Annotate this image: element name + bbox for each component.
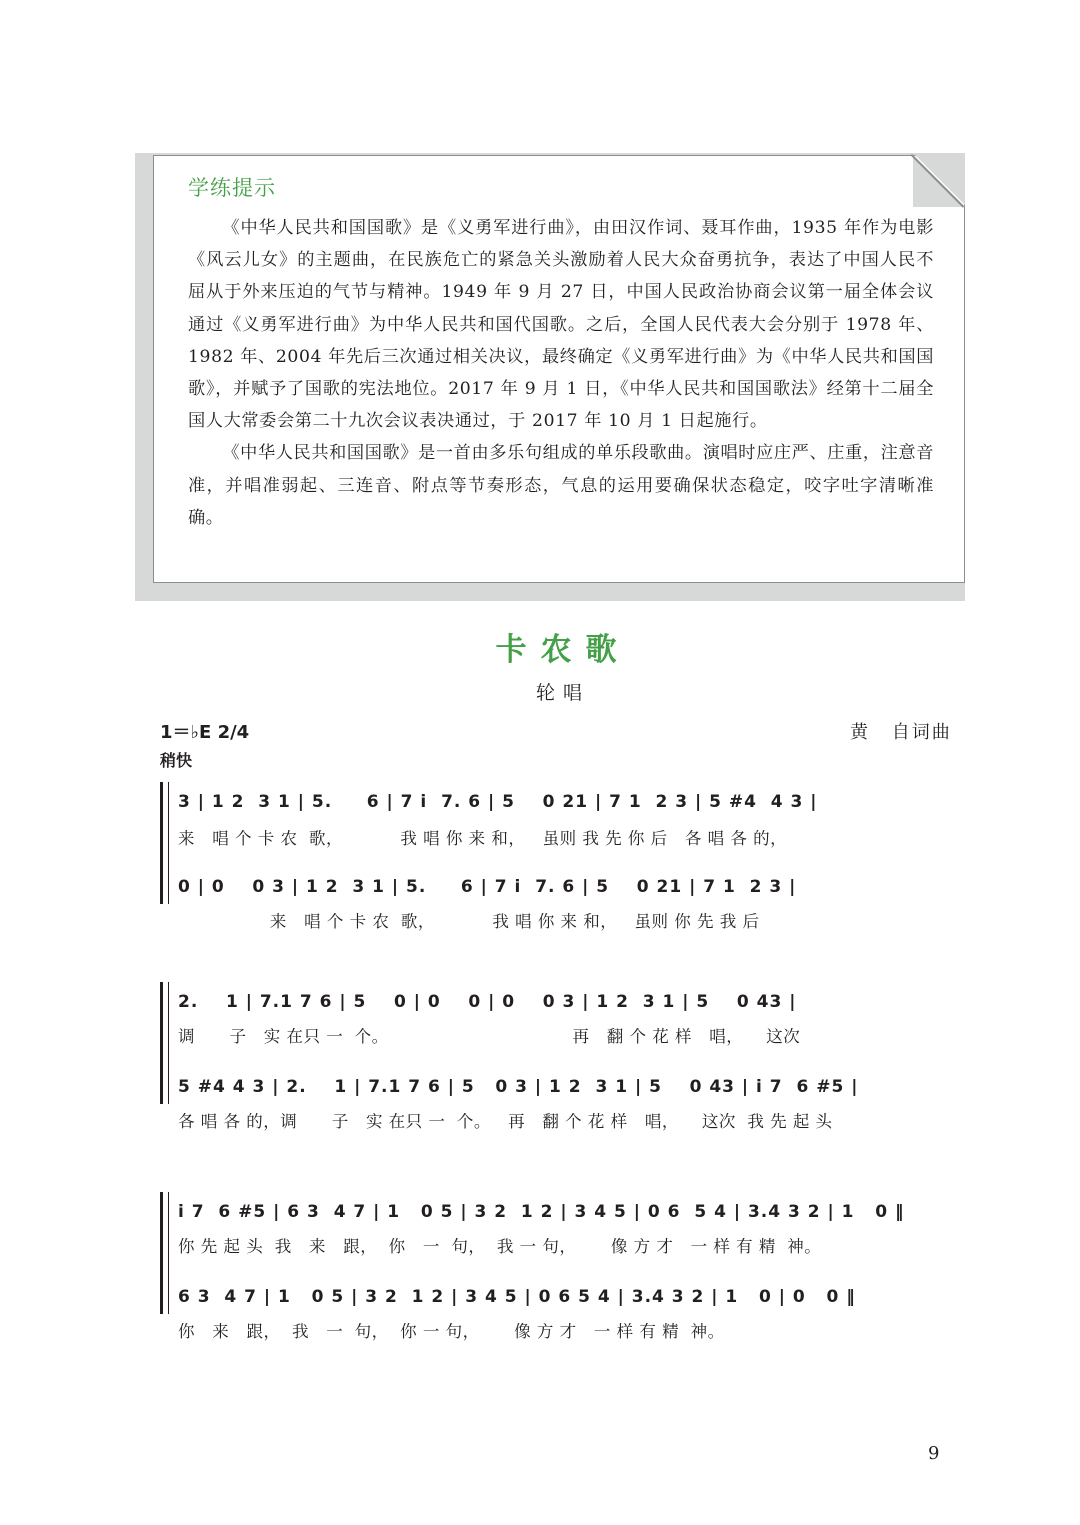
lower-voice-lyrics: 来 唱 个 卡 农 歌， 我 唱 你 来 和， 虽则 你 先 我 后 (178, 912, 760, 931)
lower-voice-notes: 6 3 4 7 | 1 0 5 | 3 2 1 2 | 3 4 5 | 0 6 5 4 | 3.4 3 2 | 1 0 | 0 0 ‖ (178, 1287, 856, 1307)
tip-heading: 学练提示 (188, 176, 276, 200)
tip-paragraph-2: 《中华人民共和国国歌》是一首由多乐句组成的单乐段歌曲。演唱时应庄严、庄重，注意音准，并唱准弱起、三连音、附点等节奏形态，气息的运用要确保状态稳定，咬字吐字清晰准确。 (188, 443, 934, 528)
upper-voice-lyrics: 调 子 实 在只 一 个。 再 翻 个 花 样 唱， 这次 (178, 1027, 801, 1046)
upper-voice-notes: i 7 6 #5 | 6 3 4 7 | 1 0 5 | 3 2 1 2 | 3 4 5 | 0 6 5 4 | 3.4 3 2 | 1 0 ‖ (178, 1202, 905, 1222)
page-number: 9 (928, 1443, 940, 1464)
upper-voice-lyrics: 来 唱 个 卡 农 歌， 我 唱 你 来 和， 虽则 我 先 你 后 各 唱 各 的， (178, 829, 788, 848)
system-bracket (160, 782, 163, 904)
system-bracket-line (168, 1192, 169, 1314)
upper-voice-notes: 2. 1 | 7.1 7 6 | 5 0 | 0 0 | 0 0 3 | 1 2 3 1 | 5 0 43 | (178, 992, 797, 1012)
lower-voice-lyrics: 各 唱 各 的，调 子 实 在只 一 个。 再 翻 个 花 样 唱， 这次 我 先 起 头 (178, 1112, 833, 1131)
tip-body (188, 212, 934, 534)
lower-voice-notes: 5 #4 4 3 | 2. 1 | 7.1 7 6 | 5 0 3 | 1 2 3 1 | 5 0 43 | i 7 6 #5 | (178, 1077, 859, 1097)
song-credit: 黄 自词曲 (850, 722, 952, 743)
upper-voice-notes: 3 | 1 2 3 1 | 5. 6 | 7 i 7. 6 | 5 0 21 | 7 1 2 3 | 5 #4 4 3 | (178, 792, 818, 812)
system-bracket (160, 982, 163, 1104)
song-title: 卡农歌 (495, 632, 631, 668)
key-signature: 1＝♭E 2/4 (160, 722, 250, 743)
system-bracket (160, 1192, 163, 1314)
lower-voice-lyrics: 你 来 跟， 我 一 句， 你 一 句， 像 方 才 一 样 有 精 神。 (178, 1322, 725, 1341)
upper-voice-lyrics: 你 先 起 头 我 来 跟， 你 一 句， 我 一 句， 像 方 才 一 样 有 精 神。 (178, 1237, 822, 1256)
tip-paragraph-1: 《中华人民共和国国歌》是《义勇军进行曲》，由田汉作词、聂耳作曲，1935 年作为电影《风云儿女》的主题曲，在民族危亡的紧急关头激励着人民大众奋勇抗争，表达了中国人民不屈从于外来压迫的气节与精神。1949 年 9 月 27 日，中国人民政治协商会议第一届全体会议通过《义勇军进行曲》为中华人民共和国代国歌。之后，全国人民代表大会分别于 1978 年、1982 年、2004 年先后三次通过相关决议，最终确定《义勇军进行曲》为《中华人民共和国国歌》，并赋予了国歌的宪法地位。2017 年 9 月 1 日，《中华人民共和国国歌法》经第十二届全国人大常委会第二十九次会议表决通过，于 2017 年 10 月 1 日起施行。 (188, 218, 934, 432)
tempo-marking: 稍快 (160, 751, 193, 770)
system-bracket-line (168, 982, 169, 1104)
system-bracket-line (168, 782, 169, 904)
song-subtitle: 轮唱 (535, 682, 590, 704)
lower-voice-notes: 0 | 0 0 3 | 1 2 3 1 | 5. 6 | 7 i 7. 6 | 5 0 21 | 7 1 2 3 | (178, 877, 797, 897)
